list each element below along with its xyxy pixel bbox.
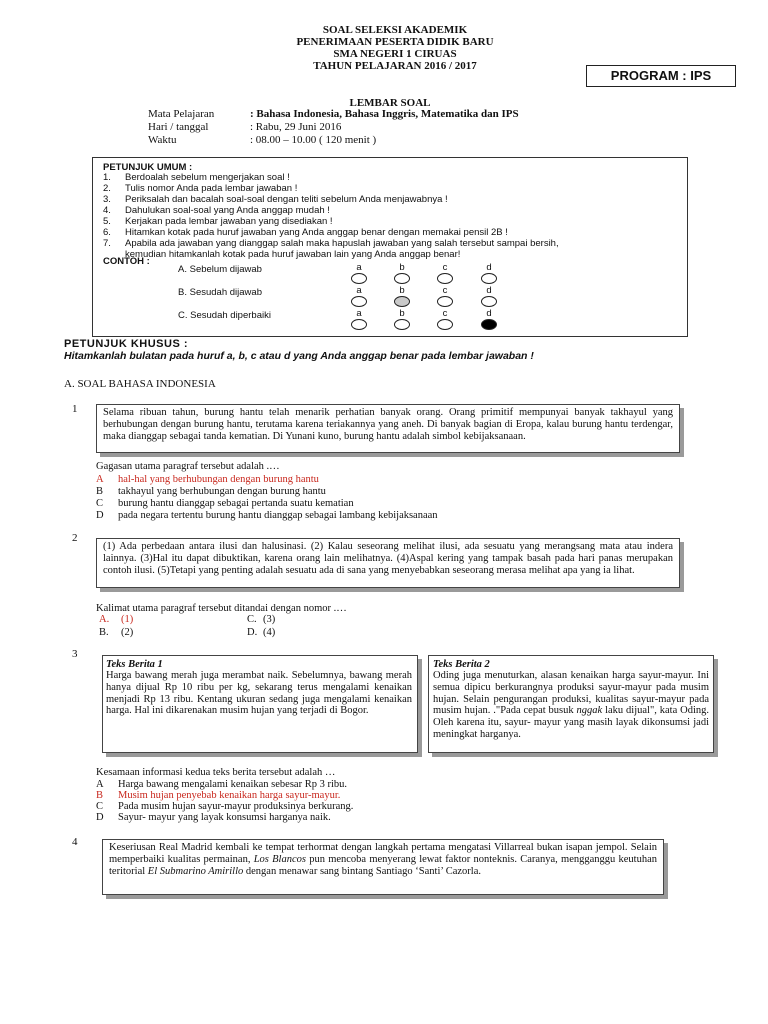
- answer-option: D. (4): [247, 627, 276, 638]
- answer-option: C. (3): [247, 614, 276, 625]
- bubble-empty-icon: [351, 273, 367, 284]
- question-passage: Selama ribuan tahun, burung hantu telah menarik perhatian banyak orang. Orang primitif mempunyai banyak takhayul yang berhubungan dengan burung hantu, terutama karena teriakannya yang aneh. Di banyak bagian di Eropa, kalau burung hantu terdengar, maka dianggap sebagai tanda kematian. Di Yunani kuno, burung hantu adalah simbol kebijaksanaan.: [96, 404, 680, 453]
- question-stem: Kalimat utama paragraf tersebut ditandai dengan nomor .…: [96, 603, 347, 614]
- question-number: 2: [72, 532, 78, 544]
- bubble-empty-icon: [437, 296, 453, 307]
- contoh-label: B. Sesudah dijawab: [178, 287, 262, 298]
- instruction-item: 7. Apabila ada jawaban yang dianggap salah maka hapuslah jawaban yang salah tersebut sampai bersih,: [103, 238, 559, 249]
- answer-option: B. (2): [99, 627, 134, 638]
- meta-value: : Bahasa Indonesia, Bahasa Inggris, Matematika dan IPS: [250, 108, 519, 120]
- bubble-empty-icon: [351, 319, 367, 330]
- meta-row: [148, 134, 376, 147]
- instruction-item: 6. Hitamkan kotak pada huruf jawaban yang Anda anggap benar dengan memakai pensil 2B !: [103, 227, 508, 238]
- header-line-1: SOAL SELEKSI AKADEMIK: [322, 24, 468, 36]
- bubble-gray-icon: [394, 296, 410, 307]
- question-stem: Gagasan utama paragraf tersebut adalah .…: [96, 461, 280, 472]
- instruction-item: 1. Berdoalah sebelum mengerjakan soal !: [103, 172, 290, 183]
- contoh-label: A. Sebelum dijawab: [178, 264, 262, 275]
- meta-row: [148, 108, 519, 121]
- option-letter: d: [486, 285, 492, 296]
- berita-2-title: Teks Berita 2: [433, 659, 490, 670]
- petunjuk-khusus-text: Hitamkanlah bulatan pada huruf a, b, c atau d yang Anda anggap benar pada lembar jawaban !: [64, 350, 534, 362]
- answer-option: C Pada musim hujan sayur-mayur produksinya berkurang.: [96, 801, 354, 812]
- bubble-empty-icon: [394, 273, 410, 284]
- option-letter: d: [486, 308, 492, 319]
- option-letter: b: [399, 285, 405, 296]
- answer-option-correct: A hal-hal yang berhubungan dengan burung hantu: [96, 474, 319, 485]
- answer-option: C burung hantu dianggap sebagai pertanda suatu kematian: [96, 498, 354, 509]
- bubble-filled-icon: [481, 319, 497, 330]
- meta-label: Waktu: [148, 134, 177, 146]
- contoh-label: C. Sesudah diperbaiki: [178, 310, 271, 321]
- instruction-item: 3. Periksalah dan bacalah soal-soal dengan teliti sebelum Anda menjawabnya !: [103, 194, 448, 205]
- option-letter: c: [442, 262, 448, 273]
- option-letter: b: [399, 308, 405, 319]
- berita-1-text: Harga bawang merah juga merambat naik. Sebelumnya, bawang merah hanya dijual Rp 10 ribu per kg, sekarang terus mengalami kenaikan menjadi Rp 13 ribu. Kentang ukuran sedang juga mengalami kenaikan harga. Hal ini dikarenakan musim hujan yang terjadi di Bogor.: [106, 670, 412, 717]
- question-number: 1: [72, 403, 78, 415]
- option-letter: a: [356, 262, 362, 273]
- instruction-item: 2. Tulis nomor Anda pada lembar jawaban !: [103, 183, 298, 194]
- meta-label: Mata Pelajaran: [148, 108, 215, 120]
- question-passage: (1) Ada perbedaan antara ilusi dan halusinasi. (2) Kalau seseorang melihat ilusi, ada sesuatu yang merangsang mata atau indera lainnya. (3)Hal itu dapat dibuktikan, karena orang lain melihatnya. (4)Aspal kering yang tampak basah pada hari panas merupakan contoh ilusi. (5)Tetapi yang penting adalah sesuatu ada di sana yang menyebabkan seseorang merasa melihat apa yang ia lihat.: [96, 538, 680, 588]
- question-number: 3: [72, 648, 78, 660]
- bubble-empty-icon: [481, 296, 497, 307]
- header-line-4: TAHUN PELAJARAN 2016 / 2017: [313, 60, 477, 72]
- petunjuk-khusus-title: PETUNJUK KHUSUS :: [64, 338, 189, 350]
- meta-label: Hari / tanggal: [148, 121, 209, 133]
- header-line-2: PENERIMAAN PESERTA DIDIK BARU: [296, 36, 494, 48]
- option-letter: c: [442, 285, 448, 296]
- header-line-3: SMA NEGERI 1 CIRUAS: [333, 48, 457, 60]
- meta-value: : 08.00 – 10.00 ( 120 menit ): [250, 134, 377, 146]
- meta-row: [148, 121, 341, 134]
- lembar-soal-title: LEMBAR SOAL: [349, 97, 431, 109]
- question-stem: Kesamaan informasi kedua teks berita tersebut adalah …: [96, 767, 336, 778]
- program-badge: PROGRAM : IPS: [586, 65, 736, 87]
- option-letter: c: [442, 308, 448, 319]
- berita-1-title: Teks Berita 1: [106, 659, 163, 670]
- meta-value: : Rabu, 29 Juni 2016: [250, 121, 342, 133]
- answer-option: A Harga bawang mengalami kenaikan sebesar Rp 3 ribu.: [96, 779, 347, 790]
- instruction-item: 4. Dahulukan soal-soal yang Anda anggap mudah !: [103, 205, 330, 216]
- answer-option-correct: A. (1): [99, 614, 134, 625]
- berita-2-text: Oding juga menuturkan, alasan kenaikan harga sayur-mayur. Ini semua dipicu berkurangnya produksi sayur-mayur pada musim hujan. Selain pengurangan produksi, kualitas sayur-mayur pada musim hujan. ."Pada cepat busuk nggak laku dijual", kata Oding. Oleh karena itu, sayur- mayur yang masih layak dikonsumsi jadi meningkat harganya.: [433, 670, 709, 740]
- option-letter: a: [356, 285, 362, 296]
- answer-option-correct: B Musim hujan penyebab kenaikan harga sayur-mayur.: [96, 790, 341, 801]
- answer-option: B takhayul yang berhubungan dengan burung hantu: [96, 486, 326, 497]
- answer-option: D pada negara tertentu burung hantu dianggap sebagai lambang kebijaksanaan: [96, 510, 438, 521]
- instruction-item-continued: kemudian hitamkanlah kotak pada huruf jawaban lain yang Anda anggap benar!: [125, 249, 461, 260]
- bubble-empty-icon: [351, 296, 367, 307]
- contoh-title: CONTOH :: [103, 256, 150, 267]
- bubble-empty-icon: [481, 273, 497, 284]
- bubble-empty-icon: [437, 319, 453, 330]
- answer-option: D Sayur- mayur yang layak konsumsi harganya naik.: [96, 812, 331, 823]
- question-passage: Keseriusan Real Madrid kembali ke tempat terhormat dengan langkah pertama mengatasi Villarreal bukan isapan jempol. Selain memperbaiki kualitas permainan, Los Blancos pun mencoba menyerang lewat faktor nonteknis. Caranya, mengganggu keutuhan teritorial El Submarino Amirillo dengan menawar sang bintang Santiago ‘Santi’ Cazorla.: [102, 839, 664, 895]
- bubble-empty-icon: [394, 319, 410, 330]
- question-number: 4: [72, 836, 78, 848]
- bubble-empty-icon: [437, 273, 453, 284]
- section-title: A. SOAL BAHASA INDONESIA: [64, 378, 216, 390]
- option-letter: b: [399, 262, 405, 273]
- option-letter: a: [356, 308, 362, 319]
- petunjuk-umum-title: PETUNJUK UMUM :: [103, 162, 193, 173]
- instruction-item: 5. Kerjakan pada lembar jawaban yang disediakan !: [103, 216, 333, 227]
- option-letter: d: [486, 262, 492, 273]
